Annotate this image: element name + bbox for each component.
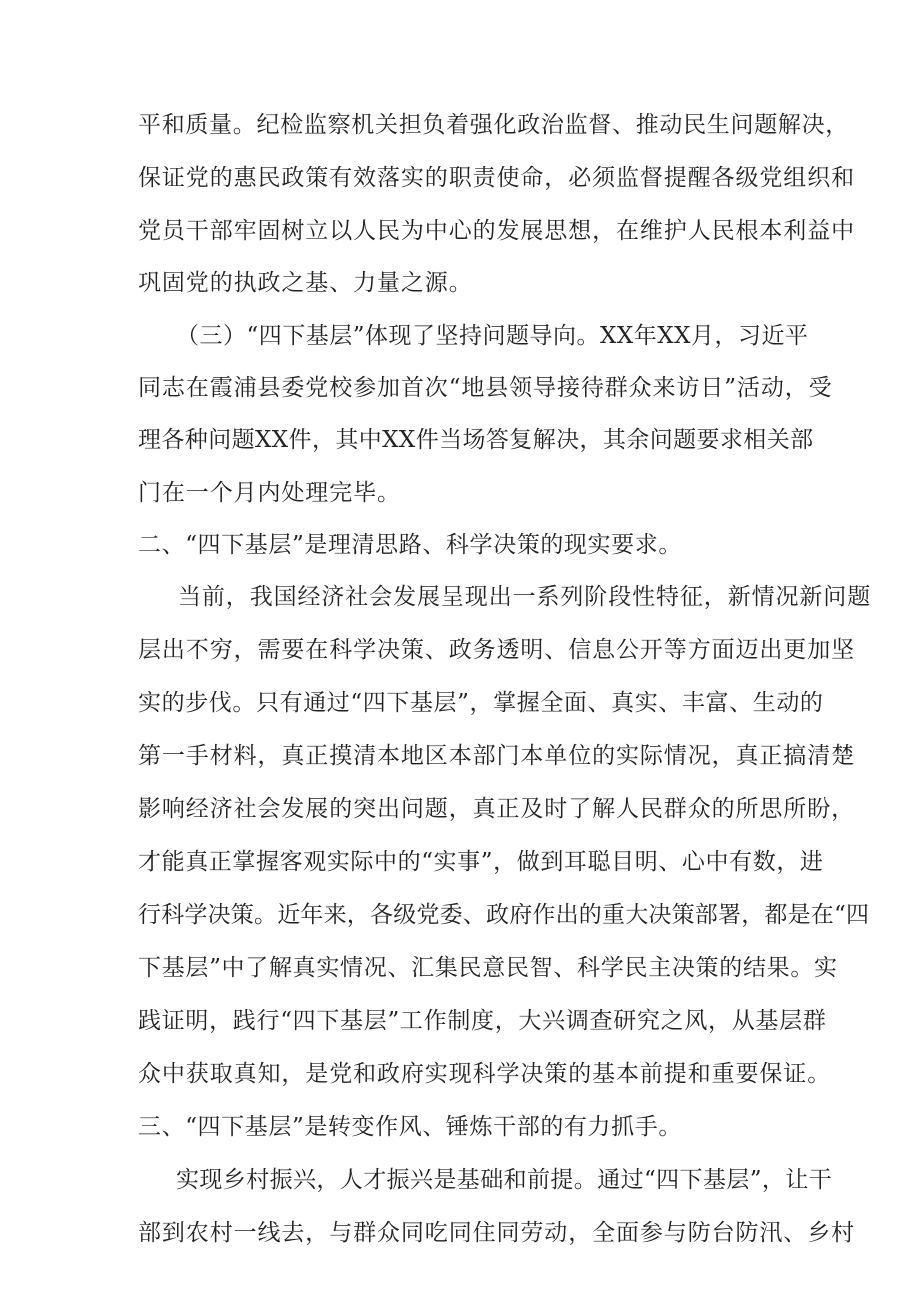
text-line: 巩固党的执政之基、力量之源。 — [138, 270, 473, 296]
text-line: 部到农村一线去，与群众同吃同住同劳动，全面参与防台防汛、乡村 — [138, 1220, 855, 1246]
text-line: 当前，我国经济社会发展呈现出一系列阶段性特征，新情况新问题 — [178, 584, 872, 610]
section-heading: 二、“四下基层”是理清思路、科学决策的现实要求。 — [138, 532, 682, 558]
text-line: 平和质量。纪检监察机关担负着强化政治监督、推动民生问题解决， — [138, 112, 849, 138]
text-line: 实的步伐。只有通过“四下基层”，掌握全面、真实、丰富、生动的 — [138, 690, 824, 716]
text-line: 影响经济社会发展的突出问题，真正及时了解人民群众的所思所盼， — [138, 796, 855, 822]
section-subheading-line: （三）“四下基层”体现了坚持问题导向。XX年XX月，习近平 — [176, 323, 809, 349]
text-line: 党员干部牢固树立以人民为中心的发展思想，在维护人民根本利益中 — [138, 218, 855, 244]
text-line: 理各种问题XX件，其中XX件当场答复解决，其余问题要求相关部 — [138, 427, 814, 453]
text-line: 保证党的惠民政策有效落实的职责使命，必须监督提醒各级党组织和 — [138, 165, 855, 191]
text-line: 实现乡村振兴，人才振兴是基础和前提。通过“四下基层”，让干 — [176, 1167, 833, 1193]
text-line: 层出不穷，需要在科学决策、政务透明、信息公开等方面迈出更加坚 — [138, 637, 855, 663]
section-heading: 三、“四下基层”是转变作风、锤炼干部的有力抓手。 — [138, 1114, 682, 1140]
text-line: 才能真正掌握客观实际中的“实事”，做到耳聪目明、心中有数，进 — [138, 849, 824, 875]
text-line: 行科学决策。近年来，各级党委、政府作出的重大决策部署，都是在“四 — [138, 902, 870, 928]
text-line: 门在一个月内处理完毕。 — [138, 480, 401, 506]
text-line: 践证明，践行“四下基层”工作制度，大兴调查研究之风，从基层群 — [138, 1008, 827, 1034]
text-line: 众中获取真知，是党和政府实现科学决策的基本前提和重要保证。 — [138, 1061, 832, 1087]
text-line: 第一手材料，真正摸清本地区本部门本单位的实际情况，真正搞清楚 — [138, 743, 855, 769]
text-line: 下基层”中了解真实情况、汇集民意民智、科学民主决策的结果。实 — [138, 955, 838, 981]
text-line: 同志在霞浦县委党校参加首次“地县领导接待群众来访日”活动，受 — [138, 375, 833, 401]
